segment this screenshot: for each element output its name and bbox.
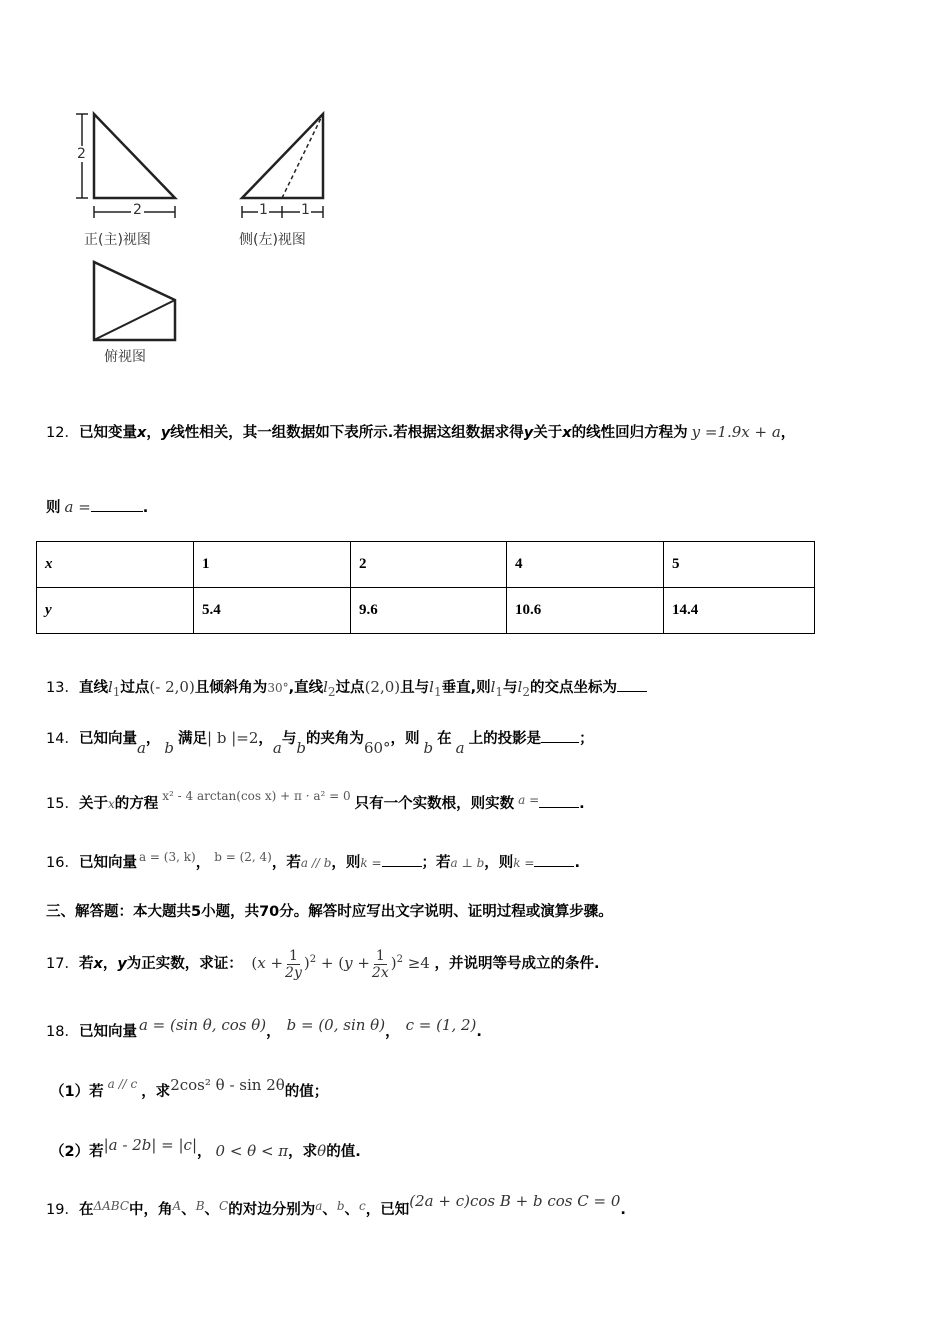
q17-frac1-den: 2y — [285, 964, 302, 981]
q13-l1-sub: 1 — [112, 684, 121, 699]
question-18 — [46, 1016, 482, 1043]
q19-c: c — [359, 1199, 366, 1213]
q14-angle: 60° — [363, 739, 391, 757]
q14-comma2: ， — [258, 731, 273, 747]
front-view-shape — [94, 114, 175, 198]
q13-t8: 与 — [503, 680, 518, 696]
q19-dun2: 、 — [204, 1202, 220, 1218]
q12-text3: 关于 — [533, 425, 563, 441]
q12-comma: ， — [146, 425, 161, 441]
q16-t3: ，则 — [331, 855, 361, 871]
q13-t5: 过点 — [335, 680, 365, 696]
q19-t1: 在 — [78, 1202, 94, 1218]
q12-y2: y — [523, 425, 534, 441]
q15-t3: 只有一个实数根，则实数 — [354, 796, 515, 812]
q12-end: ， — [780, 425, 796, 441]
q14-a3: a — [455, 739, 465, 757]
q16-t5: ，则 — [484, 855, 514, 871]
question-16 — [46, 852, 580, 874]
q13-t7: 垂直,则 — [441, 680, 491, 696]
q16-comma: ， — [195, 855, 211, 871]
q13-l1: l — [107, 678, 113, 696]
q16-perpendicular: a ⊥ b — [450, 856, 485, 870]
section-3-heading: 三、解答题：本大题共5小题，共70分。解答时应写出文字说明、证明过程或演算步骤。 — [46, 904, 613, 920]
q16-parallel: a // b — [300, 856, 332, 870]
q17-frac2 — [372, 948, 389, 981]
q18-p2-cond: |a - 2b| = |c| — [103, 1136, 198, 1154]
q18-p2-t: ，求 — [288, 1144, 318, 1160]
q17-inequality: (x + $\frac{1}{2y}$ )$^2$ + (y + $\frac{1}{2x}$ )$^2$ ≥4 — [251, 947, 430, 981]
q14-t7: 上的投影是 — [468, 731, 542, 747]
q12-text1: 已知变量 — [78, 425, 137, 441]
q18-p1-end: 的值； — [284, 1084, 329, 1100]
q18-vector-c: c = (1, 2) — [405, 1016, 477, 1034]
q16-k2: k = — [513, 856, 535, 870]
q12-text4: 的线性回归方程为 — [571, 425, 688, 441]
q16-answer-blank-1[interactable] — [382, 852, 422, 867]
table-cell: 2 — [351, 542, 507, 588]
front-height-dim: 2 — [77, 146, 86, 162]
q17-x: x — [93, 956, 103, 972]
data-table — [36, 541, 815, 634]
q13-l1-b-sub: 1 — [433, 684, 442, 699]
question-14 — [46, 727, 594, 757]
q16-answer-blank-2[interactable] — [534, 852, 574, 867]
q16-end: . — [574, 855, 580, 871]
q14-t5: ，则 — [390, 731, 420, 747]
q12-y: y — [160, 425, 171, 441]
table-cell: y — [37, 588, 194, 634]
q15-a: a = — [518, 793, 540, 807]
q12-x: x — [136, 425, 147, 441]
q19-dun1: 、 — [181, 1202, 196, 1218]
q17-t3: ，并说明等号成立的条件. — [434, 956, 600, 972]
q15-t2: 的方程 — [114, 796, 159, 812]
q17-frac1 — [285, 948, 302, 981]
q17-comma: ， — [102, 956, 118, 972]
front-width-dim: 2 — [133, 202, 142, 218]
q13-number: 13． — [46, 680, 79, 696]
q18-p1-label: （1）若 — [50, 1084, 104, 1100]
q19-B: B — [195, 1199, 205, 1213]
q19-t3: 的对边分别为 — [228, 1202, 316, 1218]
q14-b: b — [164, 739, 175, 757]
q19-end: . — [620, 1202, 626, 1218]
table-cell: 10.6 — [507, 588, 664, 634]
q13-t1: 直线 — [78, 680, 108, 696]
table-row — [37, 542, 815, 588]
q15-x: x — [107, 797, 115, 811]
q19-A: A — [172, 1199, 182, 1213]
table-cell: x — [37, 542, 194, 588]
q18-p2-sep: ， — [197, 1144, 212, 1160]
q13-l1-c: l — [490, 678, 496, 696]
q14-answer-blank[interactable] — [541, 728, 579, 743]
top-view-label: 俯视图 — [104, 349, 146, 365]
q13-t6: 且与 — [400, 680, 430, 696]
q17-number: 17． — [46, 956, 79, 972]
q16-t1: 已知向量 — [78, 855, 137, 871]
q13-t3: 且倾斜角为 — [194, 680, 268, 696]
table-cell: 4 — [507, 542, 664, 588]
q18-p2-label: （2）若 — [50, 1144, 104, 1160]
q13-angle: 30° — [267, 681, 289, 695]
q18-vector-a: a = (sin θ, cos θ) — [138, 1016, 267, 1034]
side-view-label: 侧(左)视图 — [239, 232, 306, 248]
side-dim-right: 1 — [301, 202, 310, 218]
question-17 — [46, 940, 599, 984]
q18-p1-cond: a // c — [107, 1077, 138, 1091]
q12-line2-pre: 则 — [46, 500, 61, 516]
q13-l1-b: l — [429, 678, 434, 696]
q14-t6: 在 — [437, 731, 452, 747]
q18-p2-range: 0 < θ < π — [215, 1142, 289, 1160]
q14-t1: 已知向量 — [78, 731, 137, 747]
question-18-part1 — [50, 1076, 329, 1103]
q13-l2-b-sub: 2 — [522, 684, 530, 699]
q15-equation: x² - 4 arctan(cos x) + π · a² = 0 — [162, 789, 351, 803]
q12-line2-end: . — [142, 500, 149, 516]
q18-sep2: ， — [385, 1024, 400, 1040]
side-view-shape — [242, 114, 323, 198]
question-13 — [46, 676, 647, 703]
front-view-label: 正(主)视图 — [84, 232, 151, 248]
question-12-line2 — [46, 496, 148, 519]
q16-vector-a: a = (3, k) — [138, 850, 196, 864]
table-cell: 5 — [664, 542, 815, 588]
q17-ineq: ≥4 — [407, 954, 430, 972]
q14-a2: a — [272, 739, 282, 757]
q18-p1-t: ，求 — [141, 1084, 171, 1100]
q13-t9: 的交点坐标为 — [530, 680, 617, 696]
q14-t4: 的夹角为 — [305, 731, 364, 747]
q17-t2: 为正实数，求证： — [126, 956, 243, 972]
q19-b: b — [336, 1199, 345, 1213]
q18-end: . — [476, 1024, 482, 1040]
q19-number: 19． — [46, 1202, 79, 1218]
q17-y: y — [117, 956, 127, 972]
q17-frac2-den: 2x — [371, 964, 389, 981]
q13-point2: (2,0) — [364, 678, 401, 696]
top-view-shape — [94, 262, 175, 340]
q13-l1-c-sub: 1 — [495, 684, 504, 699]
q18-p2-theta: θ — [317, 1142, 327, 1160]
q12-text2: 线性相关，其一组数据如下表所示.若根据这组数据求得 — [170, 425, 524, 441]
q16-number: 16． — [46, 855, 79, 871]
q15-answer-blank[interactable] — [539, 793, 579, 808]
q18-p1-expr: 2cos² θ - sin 2θ — [170, 1076, 285, 1094]
q13-t2: 过点 — [120, 680, 150, 696]
q13-t4: ,直线 — [288, 680, 324, 696]
q16-k1: k = — [360, 856, 382, 870]
question-19 — [46, 1192, 626, 1221]
q12-x2: x — [562, 425, 572, 441]
q12-regression-equation: y =1.9x + a — [691, 423, 781, 441]
q12-answer-blank[interactable] — [91, 497, 143, 512]
q14-comma: ， — [145, 731, 161, 747]
q18-p2-end: 的值. — [326, 1144, 361, 1160]
q15-end: . — [579, 796, 585, 812]
table-cell: 9.6 — [351, 588, 507, 634]
q12-ahat: a = — [64, 498, 91, 516]
q18-number: 18． — [46, 1024, 79, 1040]
q12-number: 12． — [46, 425, 79, 441]
q14-t3: 与 — [281, 731, 297, 747]
q17-frac2-num: 1 — [375, 947, 385, 964]
table-cell: 1 — [194, 542, 351, 588]
q16-t2: ，若 — [271, 855, 301, 871]
q18-vector-b: b = (0, sin θ) — [286, 1016, 386, 1034]
side-dim-left: 1 — [259, 202, 268, 218]
q14-b2: b — [296, 739, 306, 757]
q16-vector-b: b = (2, 4) — [214, 850, 272, 864]
q15-t1: 关于 — [78, 796, 108, 812]
q18-sep1: ， — [266, 1024, 281, 1040]
q19-dun4: 、 — [344, 1202, 360, 1218]
table-row — [37, 588, 815, 634]
q14-end: ； — [579, 731, 594, 747]
q19-dun3: 、 — [322, 1202, 337, 1218]
q19-C: C — [219, 1199, 229, 1213]
q14-b3: b — [423, 739, 434, 757]
q18-t1: 已知向量 — [78, 1024, 137, 1040]
q19-a: a — [315, 1199, 323, 1213]
q15-number: 15． — [46, 796, 79, 812]
question-18-part2 — [50, 1136, 361, 1163]
q17-frac1-num: 1 — [289, 947, 298, 964]
q13-point1: (- 2,0) — [149, 678, 195, 696]
question-12 — [46, 421, 795, 444]
q13-l2-b: l — [517, 678, 523, 696]
q19-t4: ，已知 — [365, 1202, 410, 1218]
q19-t2: 中，角 — [129, 1202, 173, 1218]
q16-t4: ；若 — [421, 855, 451, 871]
q13-l2-sub: 2 — [327, 684, 336, 699]
q19-equation: (2a + c)cos B + b cos C = 0 — [409, 1192, 621, 1210]
q13-answer-blank[interactable] — [617, 677, 647, 692]
q17-t1: 若 — [78, 956, 94, 972]
question-15 — [46, 789, 585, 815]
q14-condition: | b |=2 — [207, 729, 259, 747]
q14-a: a — [136, 739, 146, 757]
table-cell: 14.4 — [664, 588, 815, 634]
q14-t2: 满足 — [178, 731, 208, 747]
table-cell: 5.4 — [194, 588, 351, 634]
q13-l2: l — [323, 678, 328, 696]
q14-number: 14． — [46, 731, 79, 747]
q19-triangle: ΔABC — [93, 1199, 130, 1213]
